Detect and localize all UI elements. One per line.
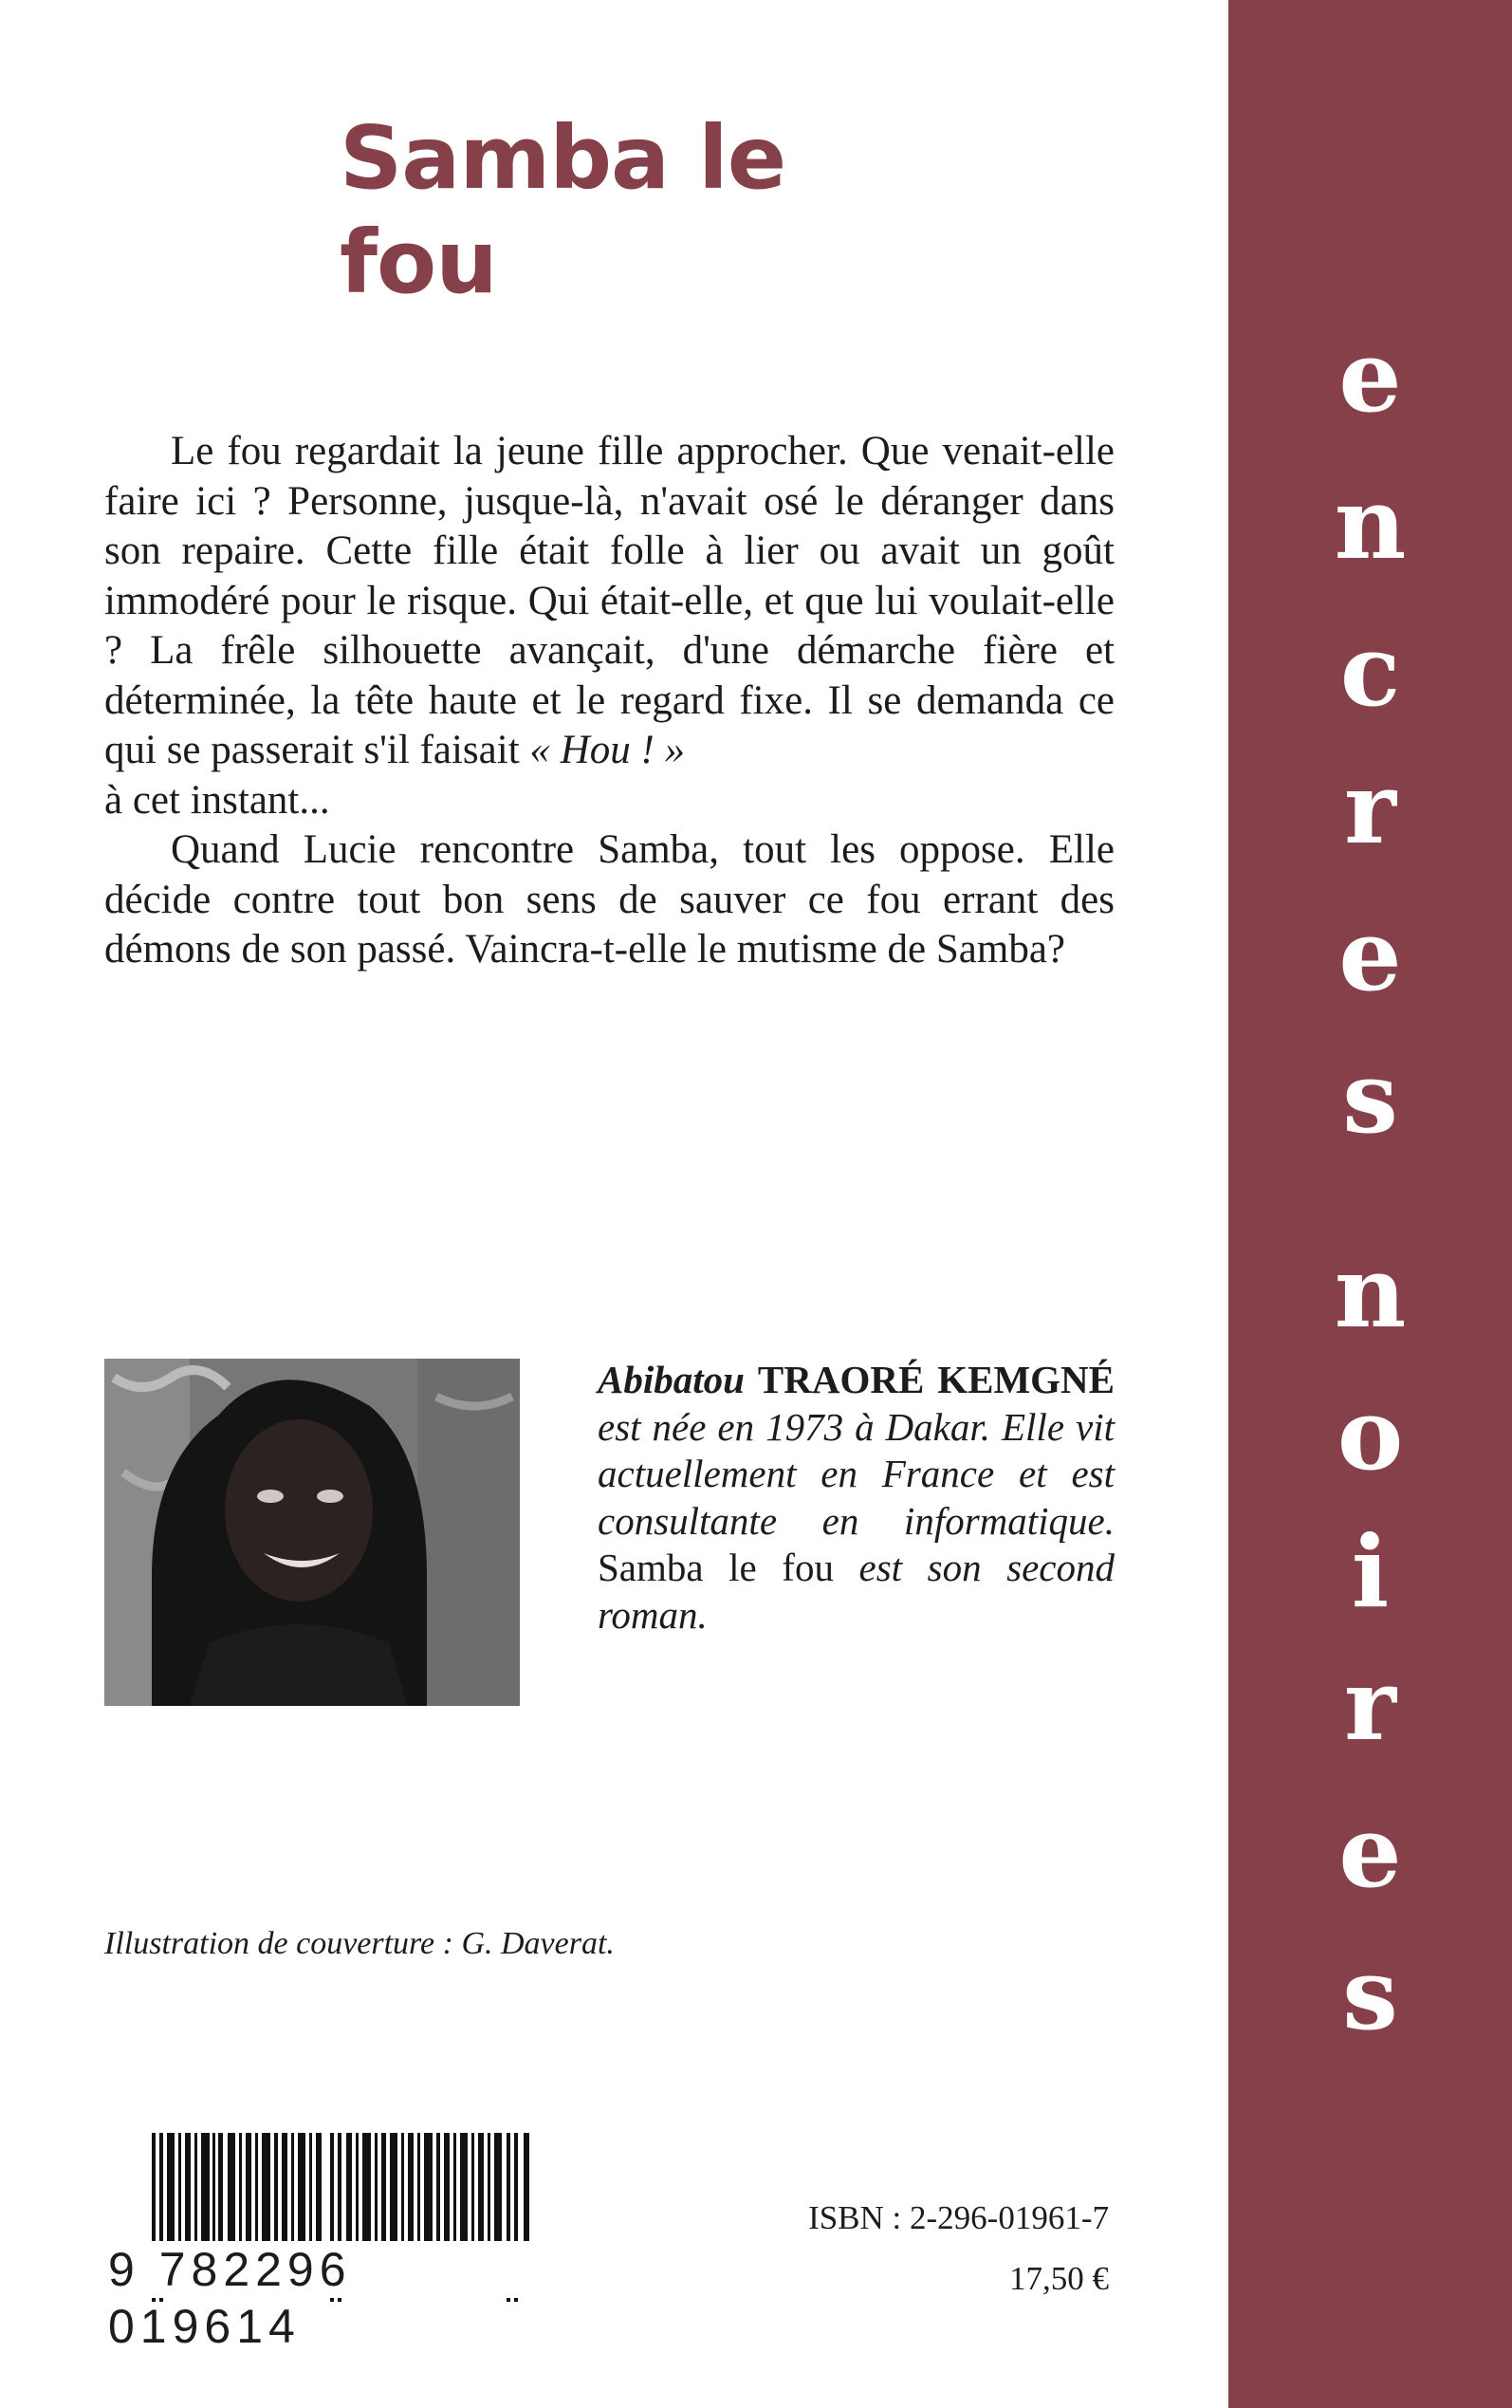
series-letter: n [1334,465,1407,582]
blurb-text-1: Le fou regardait la jeune fille approcher. Que venait-elle faire ici ? Personne, jusque-là, n'avait osé le déranger dans son repaire. Cette fille était folle à lier ou avait un goût immodéré pour le risque. Qui était-elle, et que lui voulait-elle ? La frêle silhouette avançait, d'une démarche fière et déterminée, la tête haute et le regard fixe. Il se demanda ce qui se passerait s'il faisait [104,429,1115,772]
series-letter: r [1344,750,1396,866]
author-first-name: Abibatou [598,1358,745,1401]
series-letter: e [1338,318,1402,435]
blurb-paragraph-2: Quand Lucie rencontre Samba, tout les oppose. Elle décide contre tout bon sens de sauver ce fou errant des démons de son passé. Vaincra-t-elle le mutisme de Samba? [104,827,1115,972]
series-letter: c [1339,612,1401,729]
blurb [104,427,1115,975]
bio-text-3: est son second roman. [598,1546,1115,1637]
blurb-text-1-end: à cet instant... [104,777,330,823]
series-sidebar [1228,0,1512,2408]
cover-illustration-credit: Illustration de couverture : G. Daverat. [104,1926,615,1961]
series-letter: r [1344,1646,1396,1763]
blurb-quote: « Hou ! » [529,728,686,772]
series-letter: o [1337,1376,1404,1492]
blurb-paragraph-1 [104,427,1115,825]
book-title: Samba le fou [340,107,786,313]
series-letter: s [1342,1039,1398,1156]
series-letter: i [1351,1513,1390,1630]
bio-text-2: . [1104,1498,1115,1543]
author-photo [104,1359,520,1706]
series-letter: e [1338,1793,1402,1910]
author-last-name: TRAORÉ KEMGNÉ [757,1358,1115,1401]
bio-book-title: Samba le fou [598,1546,834,1589]
author-bio [598,1357,1115,1639]
barcode-number: 9 782296 019614 [104,2241,554,2298]
series-letter: n [1334,1233,1407,1350]
bio-text-1b: informatique [903,1498,1105,1543]
series-letter: e [1338,897,1402,1013]
bio-text-1: est née en 1973 à Dakar. Elle vit actuellement en France et est consultante en [598,1404,1115,1543]
author-portrait-image [104,1359,520,1706]
isbn: ISBN : 2-296-01961-7 [808,2199,1109,2236]
series-letter: s [1342,1936,1398,2052]
price: 17,50 € [1009,2260,1109,2297]
